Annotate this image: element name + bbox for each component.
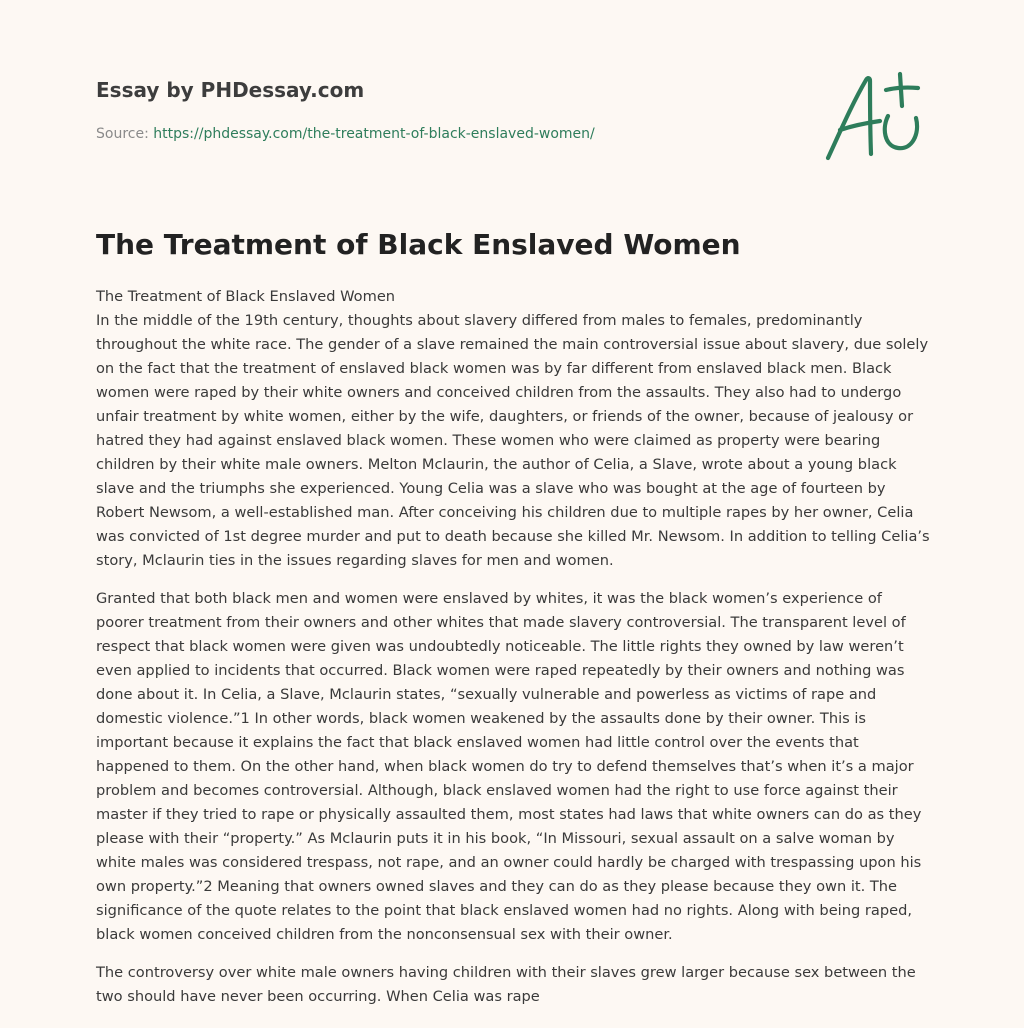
essay-paragraph: The controversy over white male owners having children with their slaves grew larger because sex between the two should have never been occurring. When Celia was rape: [96, 964, 916, 1005]
source-link[interactable]: https://phdessay.com/the-treatment-of-black-enslaved-women/: [153, 126, 595, 142]
a-plus-grade-icon: [822, 66, 932, 166]
essay-body: [96, 285, 932, 1023]
essay-header: [96, 76, 796, 144]
brand-title: Essay by PHDessay.com: [96, 78, 365, 102]
essay-title: The Treatment of Black Enslaved Women: [96, 228, 741, 261]
essay-paragraph: In the middle of the 19th century, thoughts about slavery differed from males to females, predominantly throughout the white race. The gender of a slave remained the main controversial issue about slavery, due solely on the fact that the treatment of enslaved black women was by far different from enslaved black men. Black women were raped by their white owners and conceived children from the assaults. They also had to undergo unfair treatment by white women, either by the wife, daughters, or friends of the owner, because of jealousy or hatred they had against enslaved black women. These women who were claimed as property were bearing children by their white male owners. Melton Mclaurin, the author of Celia, a Slave, wrote about a young black slave and the triumphs she experienced. Young Celia was a slave who was bought at the age of fourteen by Robert Newsom, a well-established man. After conceiving his children due to multiple rapes by her owner, Celia was convicted of 1st degree murder and put to death because she killed Mr. Newsom. In addition to telling Celia’s story, Mclaurin ties in the issues regarding slaves for men and women.: [96, 312, 930, 569]
essay-subtitle: The Treatment of Black Enslaved Women: [96, 288, 396, 305]
source-line: [96, 124, 796, 144]
essay-paragraph: Granted that both black men and women were enslaved by whites, it was the black women’s experience of poorer treatment from their owners and other whites that made slavery controversial. The transparent level of respect that black women were given was undoubtedly noticeable. The little rights they owned by law weren’t even applied to incidents that occurred. Black women were raped repeatedly by their owners and nothing was done about it. In Celia, a Slave, Mclaurin states, “sexually vulnerable and powerless as victims of rape and domestic violence.”1 In other words, black women weakened by the assaults done by their owner. This is important because it explains the fact that black enslaved women had little control over the events that happened to them. On the other hand, when black women do try to defend themselves that’s when it’s a major problem and becomes controversial. Although, black enslaved women had the right to use force against their master if they tried to rape or physically assaulted them, most states had laws that white owners can do as they please with their “property.” As Mclaurin puts it in his book, “In Missouri, sexual assault on a salve woman by white males was considered trespass, not rape, and an owner could hardly be charged with trespassing upon his own property.”2 Meaning that owners owned slaves and they can do as they please because they own it. The significance of the quote relates to the point that black enslaved women had no rights. Along with being raped, black women conceived children from the nonconsensual sex with their owner.: [96, 590, 922, 943]
source-label: Source:: [96, 126, 149, 142]
